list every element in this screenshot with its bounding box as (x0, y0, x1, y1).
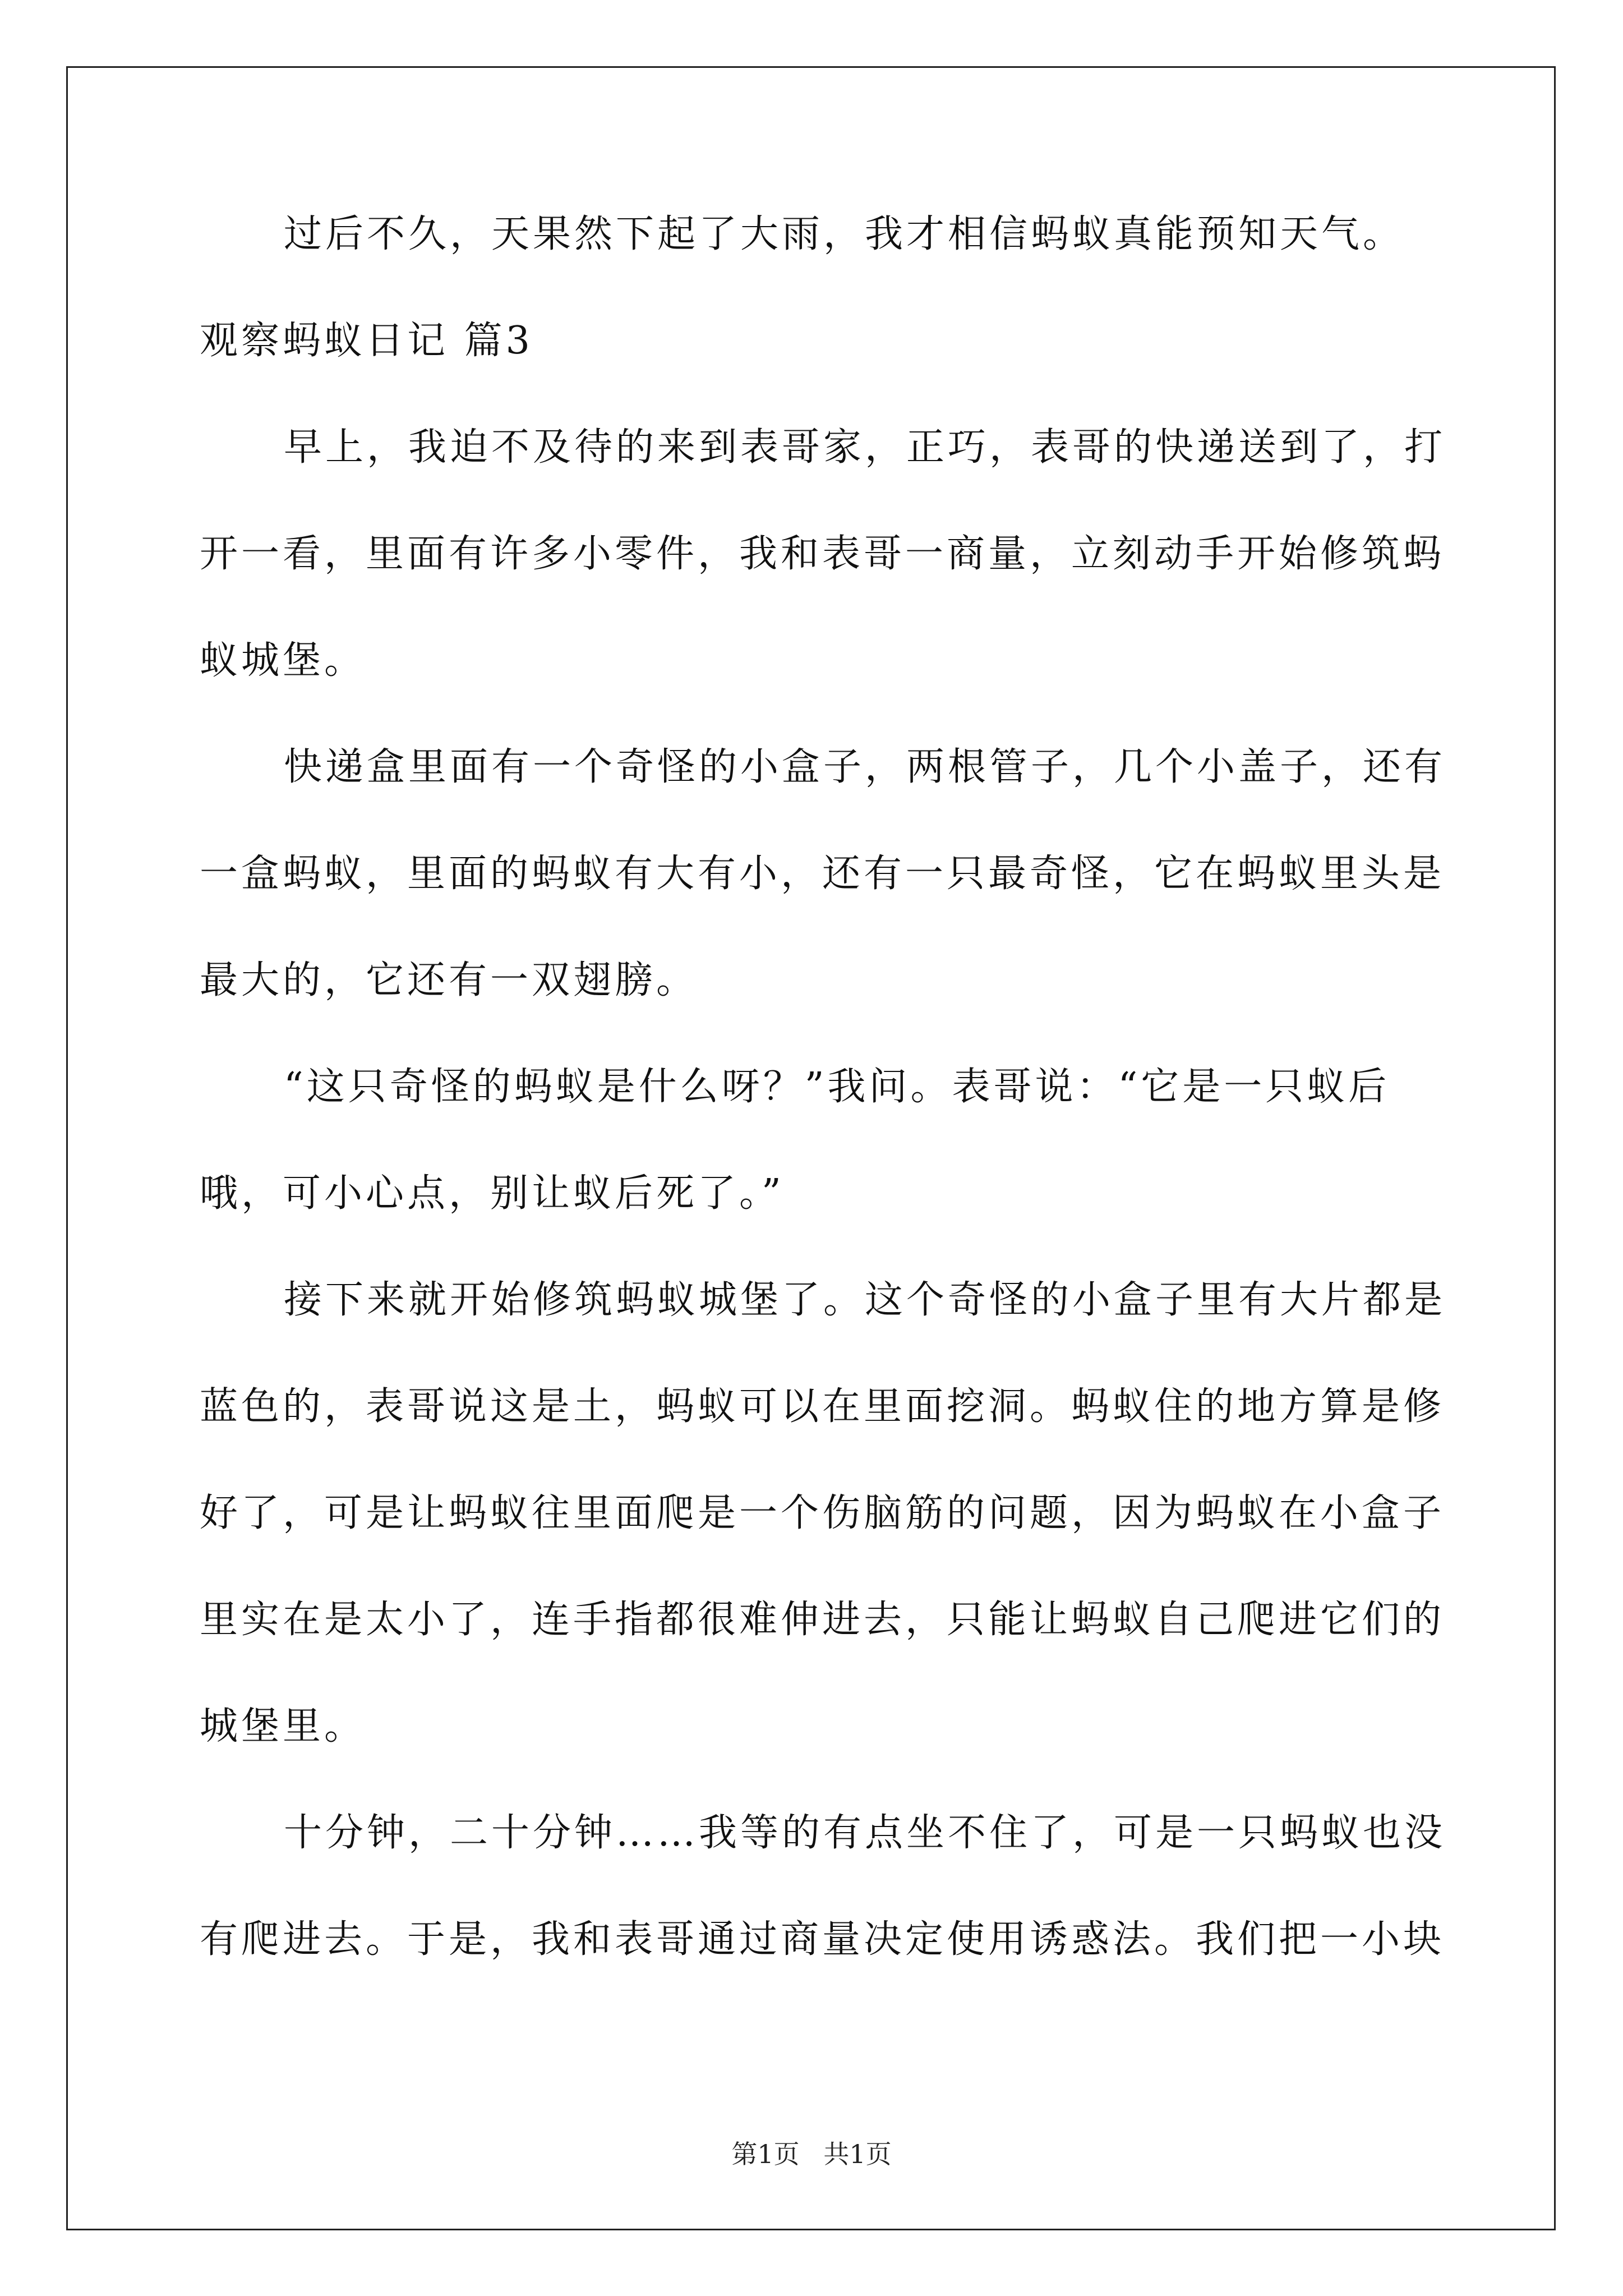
page-number: 第1页 (731, 2139, 800, 2169)
document-body (200, 208, 1446, 1967)
paragraph-line: 接下来就开始修筑蚂蚁城堡了。这个奇怪的小盒子里有大片都是 (284, 1278, 1446, 1322)
paragraph-line: 一盒蚂蚁，里面的蚂蚁有大有小，还有一只最奇怪，它在蚂蚁里头是 (200, 852, 1445, 896)
paragraph-line: 最大的，它还有一双翅膀。 (200, 958, 698, 1002)
paragraph-line: 蚁城堡。 (200, 638, 366, 683)
paragraph-line: 十分钟，二十分钟……我等的有点坐不住了，可是一只蚂蚁也没 (284, 1811, 1446, 1855)
paragraph-line: 开一看，里面有许多小零件，我和表哥一商量，立刻动手开始修筑蚂 (200, 532, 1445, 576)
paragraph-line: 蓝色的，表哥说这是土，蚂蚁可以在里面挖洞。蚂蚁住的地方算是修 (200, 1384, 1445, 1429)
paragraph-line: 早上，我迫不及待的来到表哥家，正巧，表哥的快递送到了，打 (284, 425, 1446, 470)
paragraph-line: 城堡里。 (200, 1704, 366, 1749)
paragraph-line: 快递盒里面有一个奇怪的小盒子，两根管子，几个小盖子，还有 (284, 745, 1446, 789)
paragraph-line: 过后不久，天果然下起了大雨，我才相信蚂蚁真能预知天气。 (284, 212, 1405, 256)
paragraph-line: 好了，可是让蚂蚁往里面爬是一个伤脑筋的问题，因为蚂蚁在小盒子 (200, 1491, 1445, 1535)
page-total: 共1页 (823, 2139, 892, 2169)
section-heading: 观察蚂蚁日记 篇3 (200, 319, 533, 363)
paragraph-line: “这只奇怪的蚂蚁是什么呀？”我问。表哥说：“它是一只蚁后 (284, 1065, 1390, 1109)
paragraph-line: 有爬进去。于是，我和表哥通过商量决定使用诱惑法。我们把一小块 (200, 1917, 1445, 1962)
paragraph-line: 哦，可小心点，别让蚁后死了。” (200, 1171, 785, 1216)
page-footer (0, 2137, 1623, 2171)
paragraph-line: 里实在是太小了，连手指都很难伸进去，只能让蚂蚁自己爬进它们的 (200, 1598, 1445, 1642)
